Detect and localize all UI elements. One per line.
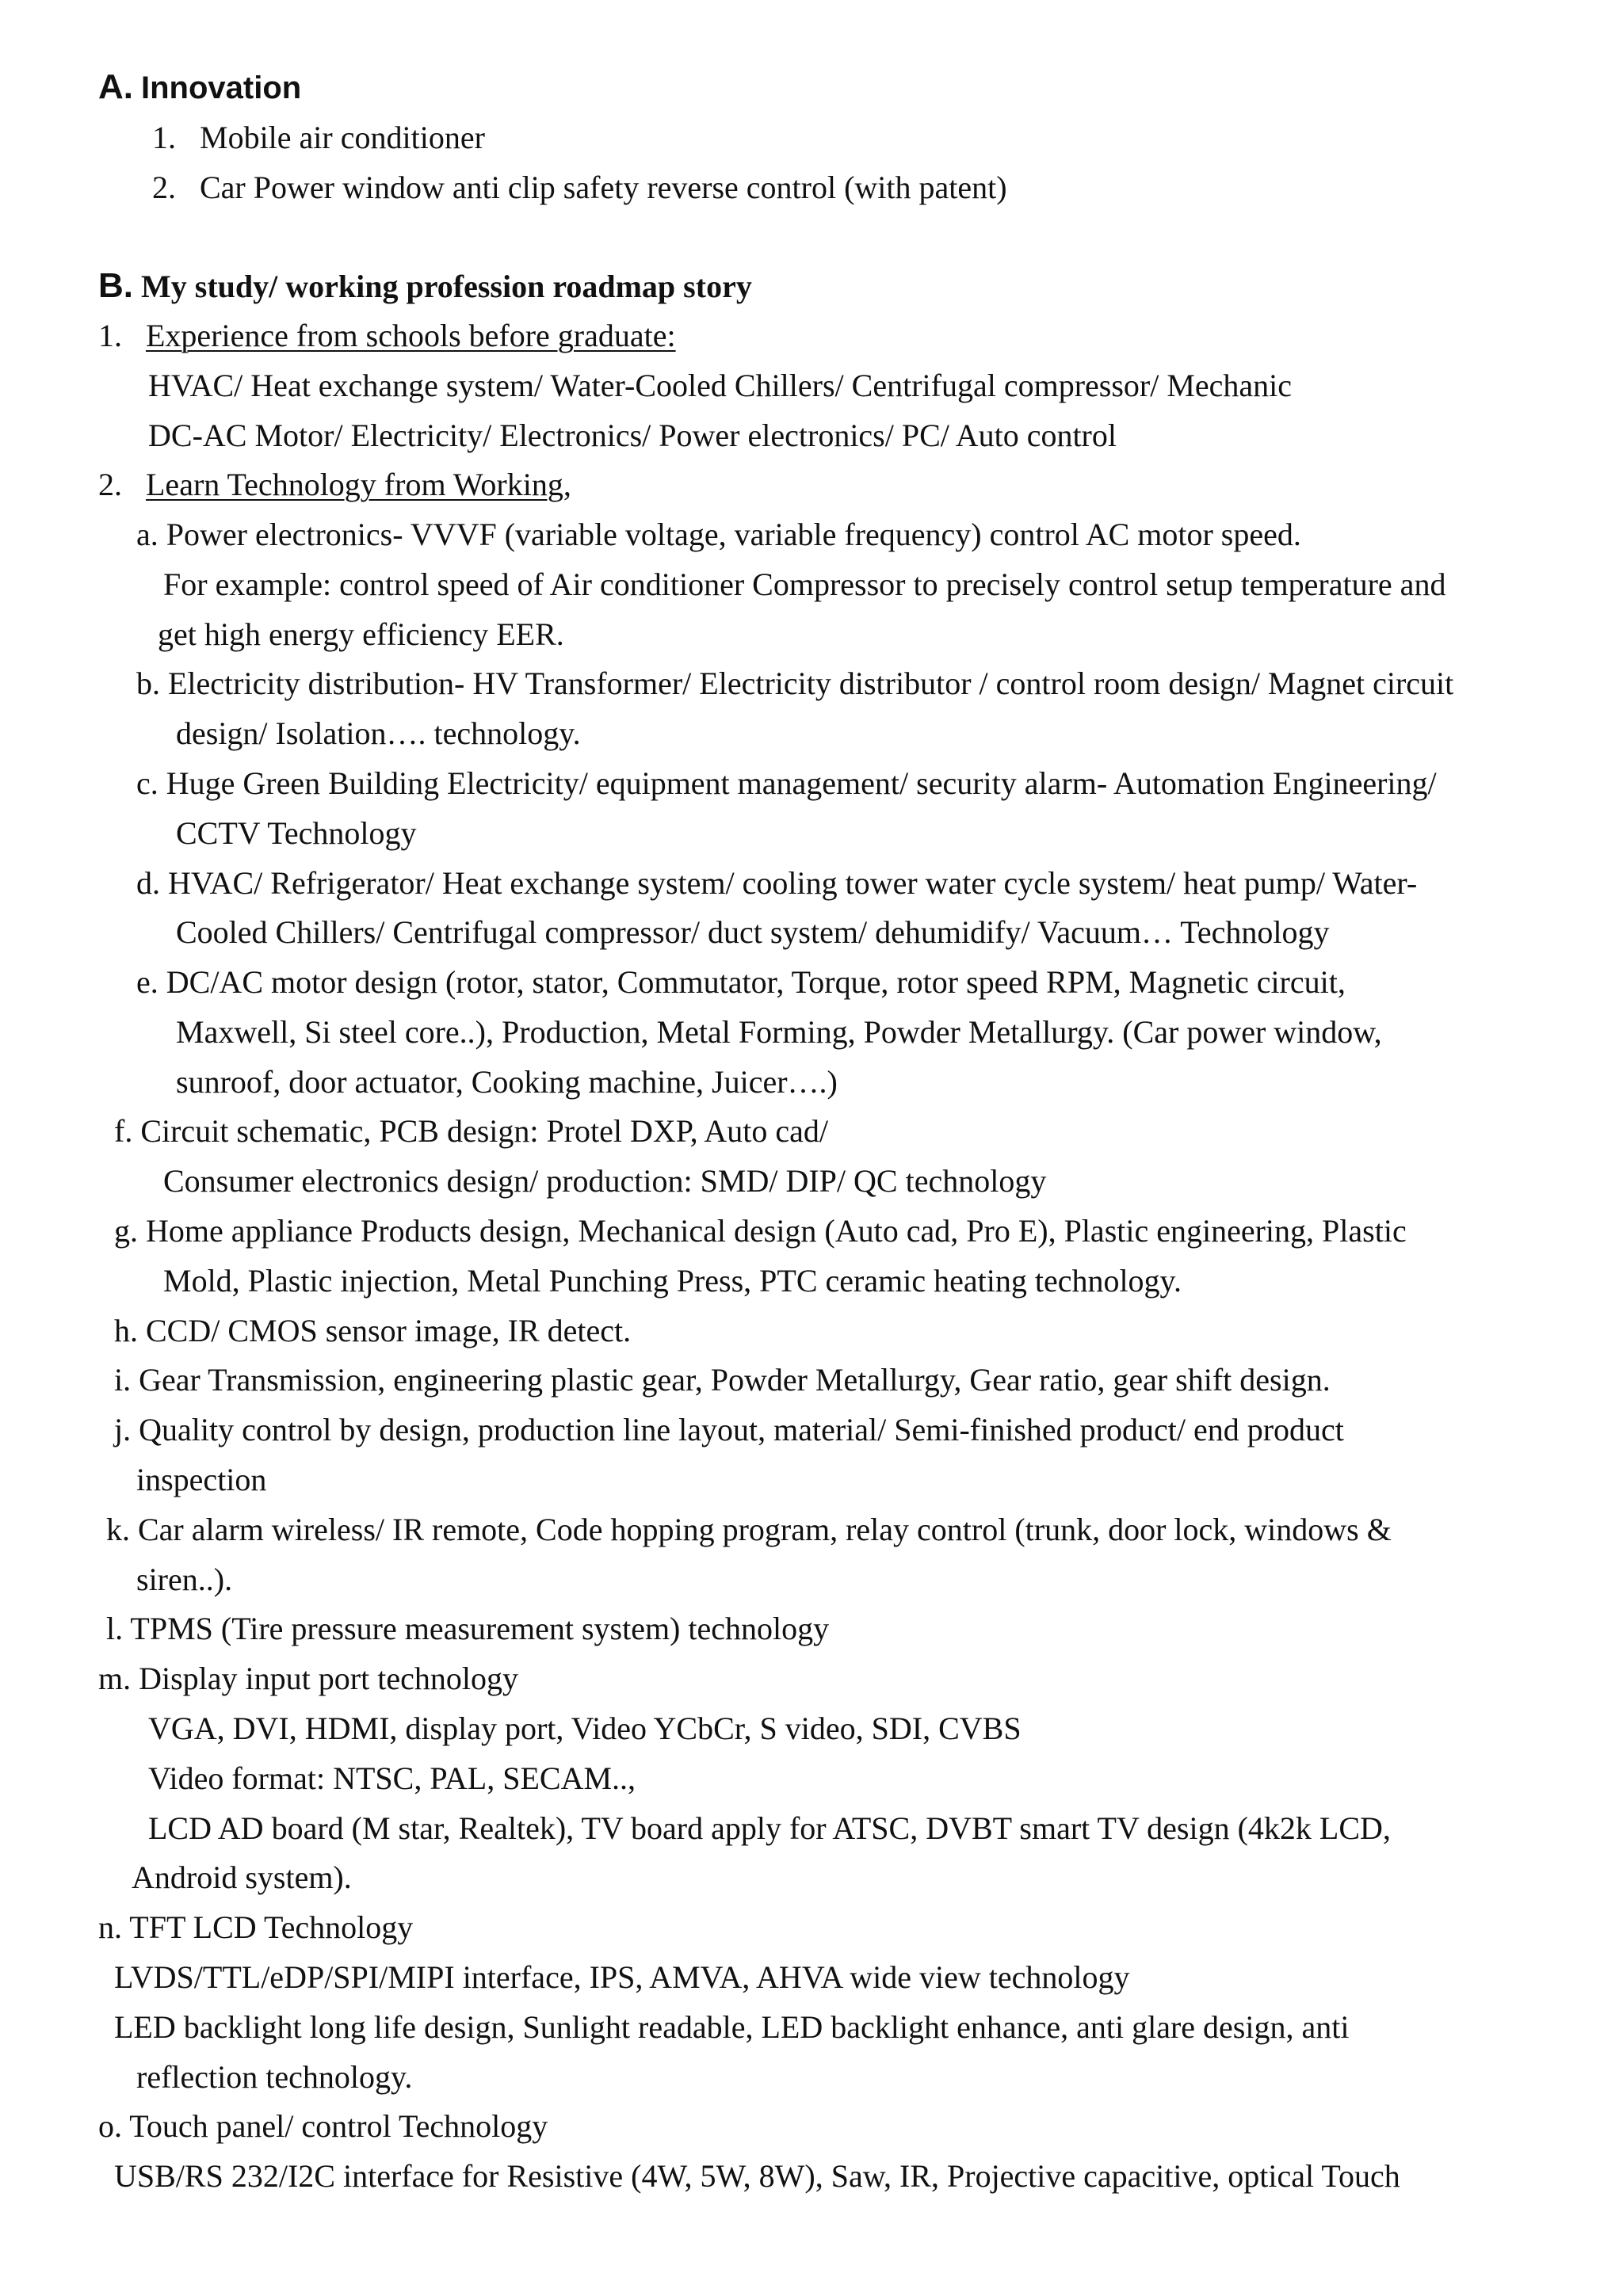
- text-line: a. Power electronics- VVVF (variable voltage, variable frequency) control AC motor speed.: [136, 517, 1301, 552]
- text-line: h. CCD/ CMOS sensor image, IR detect.: [114, 1313, 632, 1348]
- text-line: inspection: [136, 1462, 267, 1497]
- text-line: Maxwell, Si steel core..), Production, Metal Forming, Powder Metallurgy. (Car power window,: [176, 1014, 1382, 1050]
- text-line: Consumer electronics design/ production: SMD/ DIP/ QC technology: [163, 1163, 1047, 1199]
- text-line: c. Huge Green Building Electricity/ equipment management/ security alarm- Automation Engineering/: [136, 765, 1437, 801]
- text-line: CCTV Technology: [176, 815, 417, 851]
- text-line: LVDS/TTL/eDP/SPI/MIPI interface, IPS, AMVA, AHVA wide view technology: [114, 1959, 1130, 1995]
- section-b-item-2-heading: [98, 466, 571, 504]
- text-line: o. Touch panel/ control Technology: [98, 2108, 548, 2144]
- text-line: Mold, Plastic injection, Metal Punching Press, PTC ceramic heating technology.: [163, 1263, 1182, 1299]
- section-a-title: Innovation: [141, 71, 302, 105]
- text-line: g. Home appliance Products design, Mechanical design (Auto cad, Pro E), Plastic engineering, Plastic: [114, 1213, 1407, 1249]
- text-line: LCD AD board (M star, Realtek), TV board apply for ATSC, DVBT smart TV design (4k2k LCD,: [148, 1810, 1391, 1846]
- text-line: l. TPMS (Tire pressure measurement system) technology: [106, 1611, 830, 1646]
- text-line: e. DC/AC motor design (rotor, stator, Commutator, Torque, rotor speed RPM, Magnetic circuit,: [136, 964, 1346, 1000]
- text-line: Android system).: [132, 1859, 352, 1895]
- section-a-heading: [98, 68, 301, 107]
- text-line: DC-AC Motor/ Electricity/ Electronics/ Power electronics/ PC/ Auto control: [148, 418, 1117, 453]
- text-line: sunroof, door actuator, Cooking machine, Juicer….): [176, 1064, 838, 1100]
- list-number: 1.: [98, 318, 122, 353]
- section-a-letter: A.: [98, 67, 133, 106]
- list-item-text: Car Power window anti clip safety reverse control (with patent): [200, 170, 1007, 205]
- section-b-heading: [98, 267, 752, 306]
- text-line: i. Gear Transmission, engineering plastic gear, Powder Metallurgy, Gear ratio, gear shift design.: [114, 1362, 1331, 1398]
- underlined-heading: Experience from schools before graduate:: [146, 318, 676, 353]
- text-line: LED backlight long life design, Sunlight readable, LED backlight enhance, anti glare design, anti: [114, 2009, 1350, 2045]
- section-a-item-2: [152, 169, 1007, 207]
- list-number: 2.: [152, 170, 176, 205]
- section-b-letter: B.: [98, 266, 133, 305]
- section-b-title: My study/ working profession roadmap story: [141, 269, 752, 304]
- list-number: 2.: [98, 467, 122, 502]
- section-a-item-1: [152, 119, 485, 157]
- text-line: design/ Isolation…. technology.: [176, 715, 581, 751]
- underlined-heading: Learn Technology from Working: [146, 467, 563, 502]
- text-line: n. TFT LCD Technology: [98, 1909, 414, 1945]
- text-line: j. Quality control by design, production line layout, material/ Semi-finished product/ end product: [114, 1412, 1344, 1447]
- text-line: VGA, DVI, HDMI, display port, Video YCbCr, S video, SDI, CVBS: [148, 1711, 1022, 1746]
- list-number: 1.: [152, 120, 176, 155]
- text-line: k. Car alarm wireless/ IR remote, Code hopping program, relay control (trunk, door lock, windows &: [106, 1512, 1392, 1547]
- text-line: Video format: NTSC, PAL, SECAM..,: [148, 1760, 636, 1796]
- text-line: For example: control speed of Air conditioner Compressor to precisely control setup temperature and: [163, 566, 1446, 602]
- text-line: b. Electricity distribution- HV Transformer/ Electricity distributor / control room design/ Magnet circuit: [136, 666, 1454, 701]
- text-line: f. Circuit schematic, PCB design: Protel DXP, Auto cad/: [114, 1113, 829, 1149]
- text-line: reflection technology.: [136, 2059, 413, 2095]
- text-line: siren..).: [136, 1562, 233, 1597]
- text-line: USB/RS 232/I2C interface for Resistive (4W, 5W, 8W), Saw, IR, Projective capacitive, optical Touch: [114, 2158, 1400, 2194]
- text-line: m. Display input port technology: [98, 1661, 518, 1696]
- text-line: d. HVAC/ Refrigerator/ Heat exchange system/ cooling tower water cycle system/ heat pump/ Water-: [136, 865, 1418, 901]
- list-item-text: Mobile air conditioner: [200, 120, 485, 155]
- heading-punctuation: ,: [563, 467, 571, 502]
- text-line: Cooled Chillers/ Centrifugal compressor/ duct system/ dehumidify/ Vacuum… Technology: [176, 914, 1330, 950]
- text-line: get high energy efficiency EER.: [158, 616, 564, 652]
- section-b-item-1-heading: [98, 317, 676, 355]
- text-line: HVAC/ Heat exchange system/ Water-Cooled Chillers/ Centrifugal compressor/ Mechanic: [148, 368, 1293, 403]
